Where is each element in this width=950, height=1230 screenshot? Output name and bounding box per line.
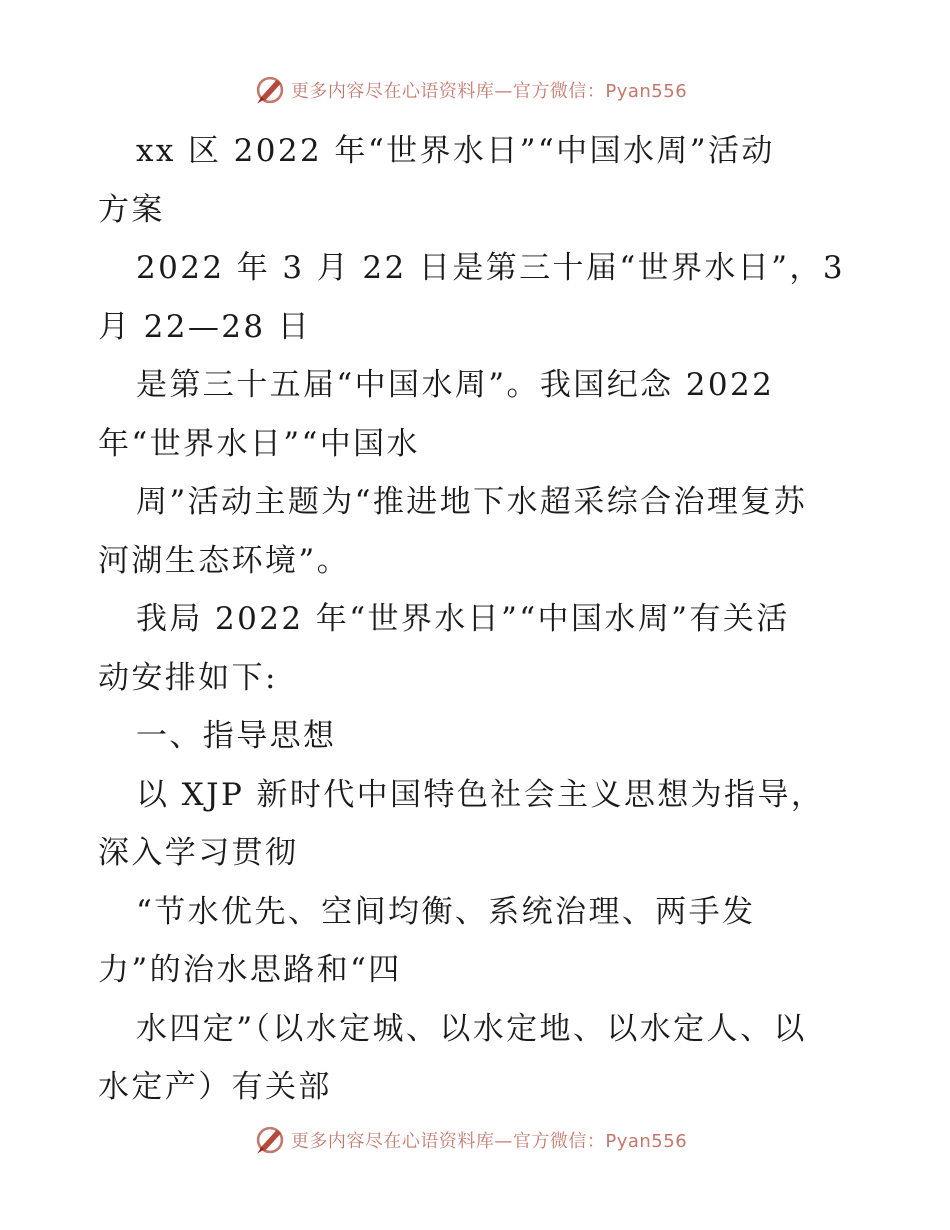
paragraph-line: 2022 年 3 月 22 日是第三十届“世界水日”，3 — [136, 250, 845, 286]
paragraph-line: 周”活动主题为“推进地下水超采综合治理复苏 — [136, 484, 808, 520]
paragraph-line: 年“世界水日”“中国水 — [98, 425, 420, 462]
paragraph-line: 月 22—28 日 — [98, 308, 312, 345]
paragraph-line: 深入学习贯彻 — [98, 835, 299, 871]
paragraph-line: 水四定”（以水定城、以水定地、以水定人、以 — [136, 1010, 807, 1047]
paragraph-line: 水定产）有关部 — [98, 1069, 332, 1105]
paragraph-line: “节水优先、空间均衡、系统治理、两手发 — [136, 893, 756, 930]
pen-nib-circle-icon — [253, 1123, 287, 1157]
section-heading: 一、指导思想 — [136, 718, 337, 754]
title-line-2: 方案 — [98, 191, 165, 228]
paragraph-line: 我局 2022 年“世界水日”“中国水周”有关活 — [136, 601, 790, 637]
watermark-text: 更多内容尽在心语资料库—官方微信：Pyan556 — [290, 1131, 688, 1152]
watermark-text: 更多内容尽在心语资料库—官方微信：Pyan556 — [290, 81, 688, 102]
header-watermark — [0, 70, 950, 110]
footer-watermark — [0, 1120, 950, 1160]
pen-nib-circle-icon — [253, 73, 287, 107]
title-line-1: xx 区 2022 年“世界水日”“中国水周”活动 — [136, 133, 775, 169]
paragraph-line: 河湖生态环境”。 — [98, 542, 351, 579]
document-body — [98, 122, 858, 1117]
paragraph-line: 动安排如下: — [98, 659, 278, 696]
paragraph-line: 是第三十五届“中国水周”。我国纪念 2022 — [136, 367, 775, 403]
paragraph-line: 力”的治水思路和“四 — [98, 952, 402, 988]
paragraph-line: 以 XJP 新时代中国特色社会主义思想为指导， — [136, 776, 825, 813]
